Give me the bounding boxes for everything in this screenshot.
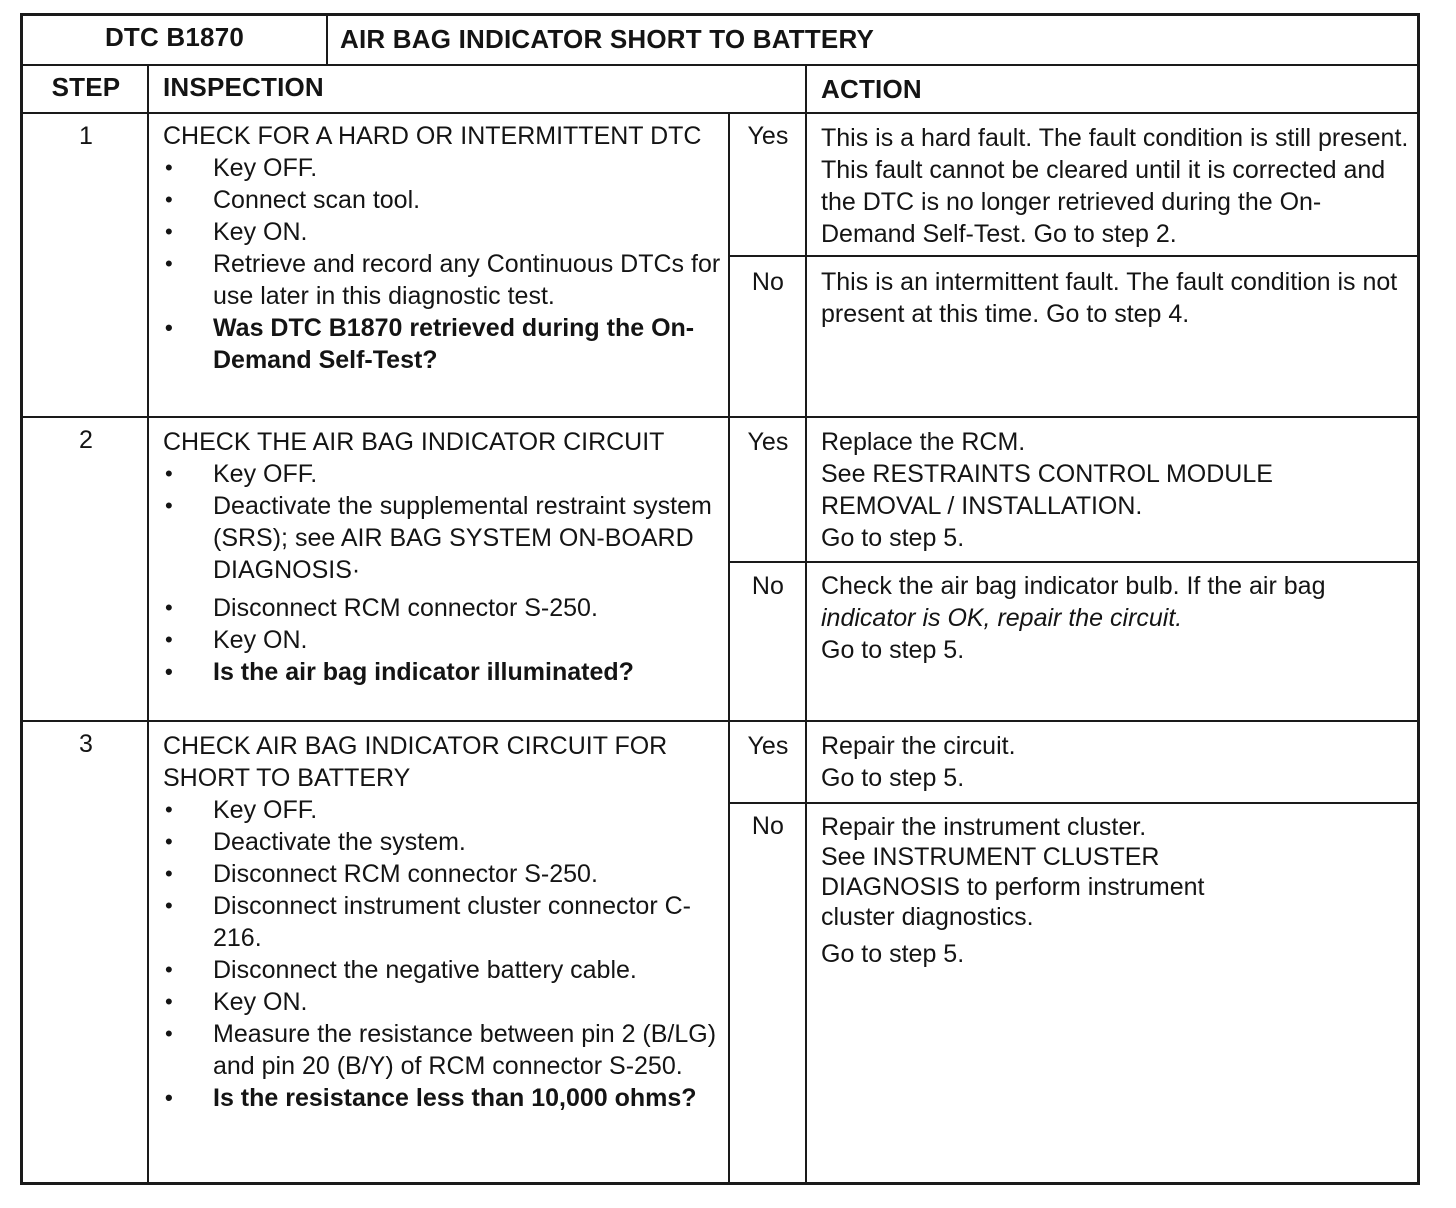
inspection-header-label: INSPECTION (163, 72, 324, 102)
checklist-question: • Is the resistance less than 10,000 ohms? (163, 1082, 723, 1114)
no-action (821, 266, 1413, 330)
checklist-item: • Key ON. (163, 624, 723, 656)
divider (23, 64, 1417, 66)
no-label (730, 266, 806, 298)
step-number (23, 728, 149, 760)
action-text: Replace the RCM. (821, 428, 1026, 456)
step-inspection (163, 730, 723, 1114)
checklist-item: • Deactivate the supplemental restraint system (SRS); see AIR BAG SYSTEM ON-BOARD DIAGNOSIS· (163, 490, 723, 586)
action-text: Repair the instrument cluster. (821, 813, 1147, 841)
step-number-label: 2 (78, 426, 93, 454)
checklist-item: • Retrieve and record any Continuous DTCs for use later in this diagnostic test. (163, 248, 723, 312)
yes-label (730, 426, 806, 458)
action-text: indicator is OK, repair the circuit. (821, 604, 1183, 632)
action-header-label: ACTION (821, 74, 922, 104)
step-number (23, 120, 149, 152)
checklist-item: • Key ON. (163, 216, 723, 248)
dtc-title-cell (340, 24, 1410, 54)
action-text: Repair the circuit. (821, 732, 1016, 760)
step-checklist (163, 794, 723, 1114)
checklist-question: • Is the air bag indicator illuminated? (163, 656, 723, 688)
step-title: CHECK FOR A HARD OR INTERMITTENT DTC (163, 122, 702, 150)
dtc-code: DTC B1870 (104, 22, 245, 52)
checklist-item: • Disconnect the negative battery cable. (163, 954, 723, 986)
no-label (730, 570, 806, 602)
action-column-header (821, 74, 1401, 104)
checklist-item: • Key OFF. (163, 794, 723, 826)
checklist-item: • Deactivate the system. (163, 826, 723, 858)
no-action (821, 570, 1413, 666)
divider (728, 255, 1417, 257)
action-text: Go to step 5. (821, 940, 965, 968)
checklist-item: • Disconnect RCM connector S-250. (163, 858, 723, 890)
divider (326, 16, 328, 64)
action-text: This is an intermittent fault. The fault condition is not present at this time. Go to step 4. (821, 268, 1398, 328)
action-text: cluster diagnostics. (821, 903, 1034, 931)
action-text: This is a hard fault. The fault condition is still present. This fault cannot be cleared until it is corrected and the DTC is no longer retrieved during the On-Demand Self-Test. Go to step 2. (821, 124, 1409, 248)
checklist-item: • Connect scan tool. (163, 184, 723, 216)
step-title: CHECK THE AIR BAG INDICATOR CIRCUIT (163, 428, 665, 456)
divider (147, 64, 149, 1185)
checklist-item: • Key OFF. (163, 152, 723, 184)
step-inspection (163, 120, 723, 376)
yes-label (730, 120, 806, 152)
checklist-question: • Was DTC B1870 retrieved during the On-Demand Self-Test? (163, 312, 723, 376)
step-number-label: 3 (78, 730, 93, 758)
no-text: No (751, 812, 785, 840)
action-text: Go to step 5. (821, 524, 965, 552)
yes-text: Yes (747, 428, 789, 456)
divider (23, 720, 1417, 722)
dtc-title: AIR BAG INDICATOR SHORT TO BATTERY (340, 24, 875, 54)
checklist-item: • Key ON. (163, 986, 723, 1018)
divider (23, 416, 1417, 418)
checklist-item: • Disconnect instrument cluster connector C-216. (163, 890, 723, 954)
step-title: CHECK AIR BAG INDICATOR CIRCUIT FOR SHORT TO BATTERY (163, 732, 668, 792)
yes-action (821, 730, 1413, 794)
dtc-code-cell (23, 22, 326, 52)
divider (805, 64, 807, 1185)
yes-action (821, 426, 1413, 554)
step-number (23, 424, 149, 456)
action-text: DIAGNOSIS to perform instrument (821, 873, 1205, 901)
action-text: Go to step 5. (821, 764, 965, 792)
no-label (730, 810, 806, 842)
divider (23, 112, 1417, 114)
divider (728, 802, 1417, 804)
yes-text: Yes (747, 122, 789, 150)
yes-text: Yes (747, 732, 789, 760)
checklist-item: • Measure the resistance between pin 2 (B/LG) and pin 20 (B/Y) of RCM connector S-250. (163, 1018, 723, 1082)
no-action (821, 812, 1413, 970)
inspection-column-header (163, 72, 763, 102)
divider (728, 561, 1417, 563)
checklist-item: • Key OFF. (163, 458, 723, 490)
action-text: See INSTRUMENT CLUSTER (821, 843, 1160, 871)
step-column-header (23, 72, 149, 102)
step-number-label: 1 (78, 122, 93, 150)
action-text: Check the air bag indicator bulb. If the air bag (821, 572, 1326, 600)
step-header-label: STEP (51, 72, 121, 102)
checklist-item: • Disconnect RCM connector S-250. (163, 592, 723, 624)
yes-label (730, 730, 806, 762)
no-text: No (751, 572, 785, 600)
step-checklist (163, 458, 723, 688)
step-checklist (163, 152, 723, 376)
yes-action (821, 122, 1413, 250)
action-text: Go to step 5. (821, 636, 965, 664)
action-text: See RESTRAINTS CONTROL MODULE REMOVAL / INSTALLATION. (821, 460, 1273, 520)
step-inspection (163, 426, 723, 688)
dtc-table (20, 13, 1420, 1185)
no-text: No (751, 268, 785, 296)
